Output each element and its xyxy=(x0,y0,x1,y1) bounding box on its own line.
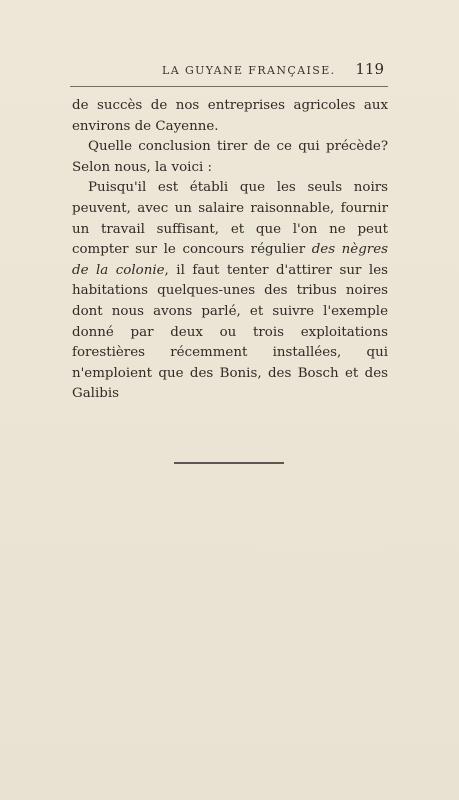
paragraph-3 xyxy=(72,178,388,405)
paragraph-2: Quelle conclusion tirer de ce qui précède? Selon nous, la voici : xyxy=(72,139,388,175)
end-rule xyxy=(174,462,284,464)
page-header xyxy=(70,60,388,84)
paragraph-3-end: , il faut tenter d'attirer sur les habitations quelques-unes des tribus noires dont nous avons parlé, et suivre l'exemple donné par deux ou trois exploitations forestières récemment installées, qui n'emploient que des Bonis, des Bosch et des Galibis xyxy=(72,262,388,402)
body-text xyxy=(72,96,388,405)
paragraph-1: de succès de nos entreprises agricoles aux environs de Cayenne. xyxy=(72,98,388,134)
paragraph-3-italic: des nègres de la colonie xyxy=(72,242,388,278)
page-number: 119 xyxy=(355,60,384,78)
header-rule xyxy=(70,86,388,87)
running-title: LA GUYANE FRANÇAISE. xyxy=(162,64,336,77)
paragraph-3-start: Puisqu'il est établi que les seuls noirs peuvent, avec un salaire raisonnable, fournir un travail suffisant, et que l'on ne peut compter sur le concours régulier xyxy=(72,180,388,258)
